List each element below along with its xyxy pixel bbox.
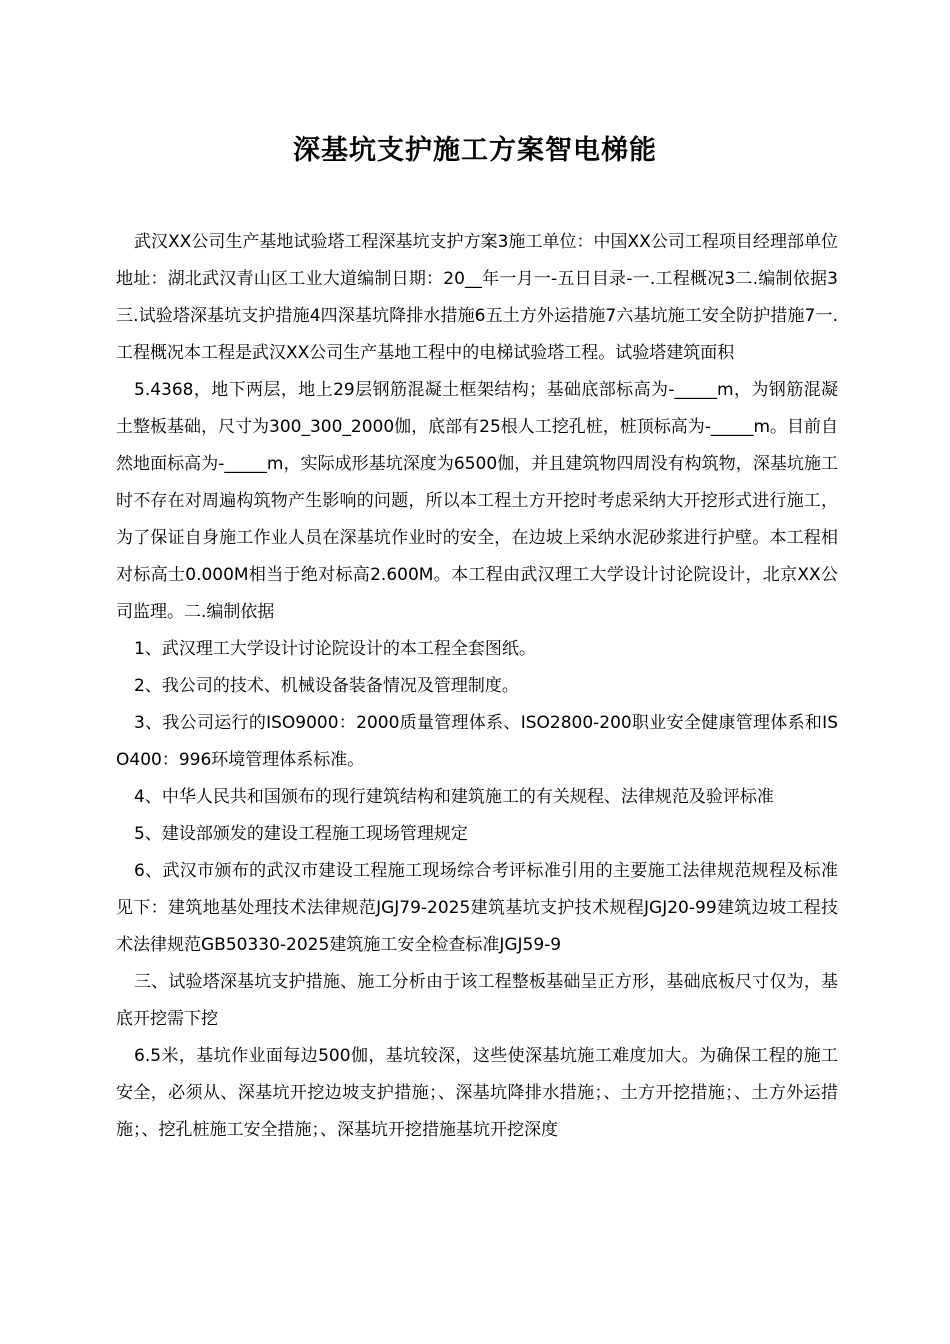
paragraph-intro: 武汉XX公司生产基地试验塔工程深基坑支护方案3施工单位：中国XX公司工程项目经理部单位地址：湖北武汉青山区工业大道编制日期：20__年一月一-五日目录-一.工程概况3二.编制依据3三.试验塔深基坑支护措施4四深基坑降排水措施6五土方外运措施7六基坑施工安全防护措施7一.工程概况本工程是武汉XX公司生产基地工程中的电梯试验塔工程。试验塔建筑面积	[116, 232, 838, 363]
document-title: 深基坑支护施工方案智电梯能	[293, 135, 657, 166]
paragraph-basis-4: 4、中华人民共和国颁布的现行建筑结构和建筑施工的有关规程、法律规范及验评标准	[134, 787, 774, 807]
paragraph-support-measures: 三、试验塔深基坑支护措施、施工分析由于该工程整板基础呈正方形，基础底板尺寸仅为，基底开挖需下挖	[116, 972, 838, 1029]
document-body	[116, 224, 838, 1149]
paragraph-excavation: 6.5米，基坑作业面每边500伽，基坑较深，这些使深基坑施工难度加大。为确保工程的施工安全，必须从、深基坑开挖边坡支护措施；、深基坑降排水措施；、土方开挖措施；、土方外运措施；、挖孔桩施工安全措施；、深基坑开挖措施基坑开挖深度	[116, 1046, 838, 1140]
paragraph-basis-1: 1、武汉理工大学设计讨论院设计的本工程全套图纸。	[134, 639, 536, 659]
paragraph-basis-6: 6、武汉市颁布的武汉市建设工程施工现场综合考评标准引用的主要施工法律规范规程及标准见下：建筑地基处理技术法律规范JGJ79-2025建筑基坑支护技术规程JGJ20-99建筑边坡工程技术法律规范GB50330-2025建筑施工安全检查标准JGJ59-9	[116, 861, 838, 955]
paragraph-basis-3: 3、我公司运行的ISO9000：2000质量管理体系、ISO2800-200职业安全健康管理体系和ISO400：996环境管理体系标准。	[116, 713, 838, 770]
paragraph-basis-5: 5、建设部颁发的建设工程施工现场管理规定	[134, 824, 468, 844]
paragraph-basis-2: 2、我公司的技术、机械设备装备情况及管理制度。	[134, 676, 519, 696]
paragraph-project-overview: 5.4368，地下两层，地上29层钢筋混凝土框架结构；基础底部标高为-_____m，为钢筋混凝土整板基础，尺寸为300_300_2000伽，底部有25根人工挖孔桩，桩顶标高为-_____m。目前自然地面标高为-_____m，实际成形基坑深度为6500伽，并且建筑物四周没有构筑物，深基坑施工时不存在对周遍构筑物产生影响的问题，所以本工程土方开挖时考虑采纳大开挖形式进行施工，为了保证自身施工作业人员在深基坑作业时的安全，在边坡上采纳水泥砂浆进行护壁。本工程相对标高士0.000M相当于绝对标高2.600M。本工程由武汉理工大学设计讨论院设计，北京XX公司监理。二.编制依据	[116, 380, 838, 622]
